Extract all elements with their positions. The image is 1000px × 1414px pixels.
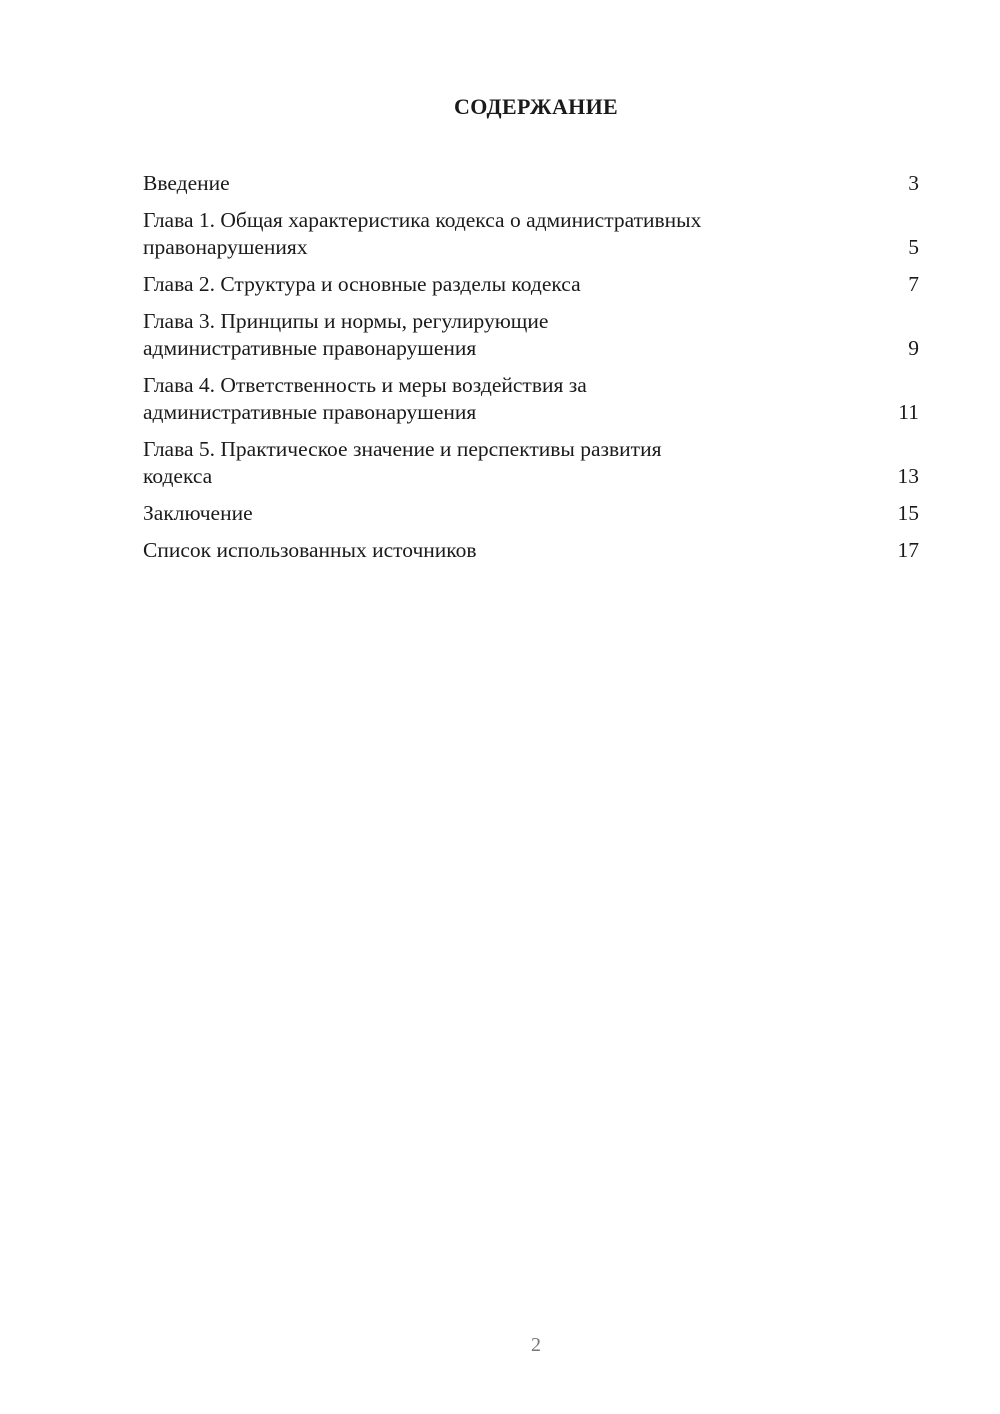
toc-entry-page: 9 bbox=[908, 336, 919, 360]
toc-entry-page: 3 bbox=[908, 171, 919, 195]
toc-entry-text: Глава 2. Структура и основные разделы кодекса bbox=[143, 272, 581, 296]
toc-entry-text: Глава 4. Ответственность и меры воздействия за административные правонарушения bbox=[143, 373, 587, 424]
toc-entry-page: 17 bbox=[897, 538, 919, 562]
toc-entry-page: 11 bbox=[898, 400, 919, 424]
toc-entry-page: 13 bbox=[897, 464, 919, 488]
toc-entry-introduction bbox=[143, 170, 919, 197]
toc-entry-chapter-1 bbox=[143, 207, 919, 261]
toc-entry-text: Глава 3. Принципы и нормы, регулирующие административные правонарушения bbox=[143, 309, 549, 360]
toc-entry-page: 7 bbox=[908, 272, 919, 296]
table-of-contents bbox=[143, 170, 919, 574]
toc-title: СОДЕРЖАНИЕ bbox=[454, 94, 618, 119]
toc-entry-chapter-5 bbox=[143, 436, 919, 490]
toc-entry-text: Введение bbox=[143, 171, 230, 195]
toc-entry-chapter-2 bbox=[143, 271, 919, 298]
toc-entry-conclusion bbox=[143, 500, 919, 527]
page-number: 2 bbox=[531, 1334, 541, 1356]
toc-entry-text: Глава 1. Общая характеристика кодекса о административных правонарушениях bbox=[143, 208, 702, 259]
toc-entry-chapter-3 bbox=[143, 308, 919, 362]
toc-entry-references bbox=[143, 537, 919, 564]
toc-entry-chapter-4 bbox=[143, 372, 919, 426]
toc-entry-text: Список использованных источников bbox=[143, 538, 477, 562]
toc-entry-text: Глава 5. Практическое значение и перспективы развития кодекса bbox=[143, 437, 662, 488]
toc-entry-page: 5 bbox=[908, 235, 919, 259]
toc-entry-text: Заключение bbox=[143, 501, 253, 525]
toc-entry-page: 15 bbox=[897, 501, 919, 525]
